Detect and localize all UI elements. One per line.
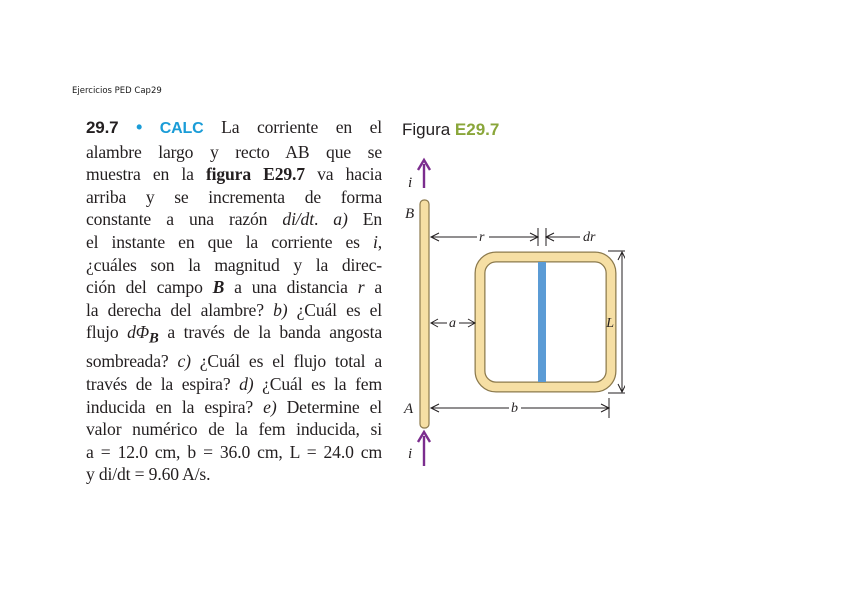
text: alambre largo y recto AB que se	[86, 141, 382, 162]
problem-line-9	[86, 299, 382, 322]
text: dΦ	[127, 322, 150, 343]
figure-title-prefix: Figura	[402, 120, 455, 139]
text: inducida en la espira?	[86, 396, 264, 417]
label-i-bottom: i	[408, 446, 413, 462]
problem-statement	[86, 116, 382, 486]
text: la derecha del alambre?	[86, 299, 274, 320]
calc-tag: CALC	[159, 120, 204, 137]
text: a = 12.0 cm, b = 36.0 cm, L = 24.0 cm	[86, 441, 382, 462]
text: ción del campo	[86, 277, 213, 298]
text: r	[357, 277, 365, 298]
text: ¿cuáles son la magnitud y la direc-	[86, 254, 382, 275]
part-label: d)	[239, 374, 254, 395]
problem-line-4	[86, 186, 382, 209]
label-i-top: i	[408, 175, 413, 191]
problem-number: 29.7	[86, 118, 119, 137]
text: a	[364, 277, 382, 298]
text: va hacia	[304, 164, 383, 185]
text: valor numérico de la fem inducida, si	[86, 419, 382, 440]
problem-line-2	[86, 141, 382, 164]
text: ¿Cuál es el flujo total a	[190, 351, 382, 372]
problem-line-8	[86, 276, 382, 299]
problem-line-7	[86, 254, 382, 277]
label-B: B	[405, 206, 415, 222]
subscript: B	[149, 330, 159, 347]
problem-line-15	[86, 441, 382, 464]
text: sombreada?	[86, 351, 178, 372]
part-label: c)	[177, 351, 191, 372]
text: En	[347, 209, 382, 230]
problem-line-10	[86, 321, 382, 350]
text: a una distancia	[224, 277, 358, 298]
label-A: A	[404, 401, 414, 417]
problem-line-16	[86, 463, 382, 486]
problem-line-3	[86, 163, 382, 186]
long-wire	[420, 200, 429, 428]
shaded-strip	[538, 262, 546, 382]
problem-line-1	[86, 116, 382, 141]
part-label: b)	[273, 299, 288, 320]
text: arriba y se incrementa de forma	[86, 186, 382, 207]
text: Determine el	[276, 396, 382, 417]
problem-line-11	[86, 350, 382, 373]
current-arrow-bottom	[418, 432, 430, 466]
label-a: a	[449, 316, 456, 331]
text: di/dt	[282, 209, 314, 230]
problem-line-6	[86, 231, 382, 254]
text: La corriente en el	[221, 117, 383, 137]
figure-title-number: E29.7	[454, 120, 500, 139]
part-label: a)	[333, 209, 348, 230]
label-dr: dr	[583, 230, 596, 245]
part-label: e)	[263, 396, 277, 417]
document-header: Ejercicios PED Cap29	[72, 86, 162, 96]
text: i	[373, 231, 378, 252]
text: y di/dt = 9.60 A/s.	[86, 464, 211, 485]
text: flujo	[86, 322, 128, 343]
text: ¿Cuál es el	[287, 299, 382, 320]
label-r: r	[479, 230, 485, 245]
problem-line-12	[86, 373, 382, 396]
text: través de la espira?	[86, 374, 240, 395]
problem-line-5	[86, 208, 382, 231]
text: a través de la banda angosta	[158, 322, 382, 343]
problem-line-14	[86, 418, 382, 441]
figure-diagram	[395, 150, 625, 470]
vector-symbol: B	[212, 277, 225, 298]
text: muestra en la	[86, 164, 206, 185]
text: ,	[377, 231, 382, 252]
figure-reference: figura E29.7	[205, 164, 305, 185]
label-b: b	[511, 401, 518, 416]
text: .	[313, 209, 334, 230]
label-L: L	[606, 316, 614, 331]
figure-title	[402, 120, 499, 140]
current-arrow-top	[418, 160, 430, 188]
problem-bullet: •	[136, 117, 143, 137]
problem-line-13	[86, 396, 382, 419]
text: constante a una razón	[86, 209, 283, 230]
text: el instante en que la corriente es	[86, 231, 373, 252]
text: ¿Cuál es la fem	[253, 374, 382, 395]
